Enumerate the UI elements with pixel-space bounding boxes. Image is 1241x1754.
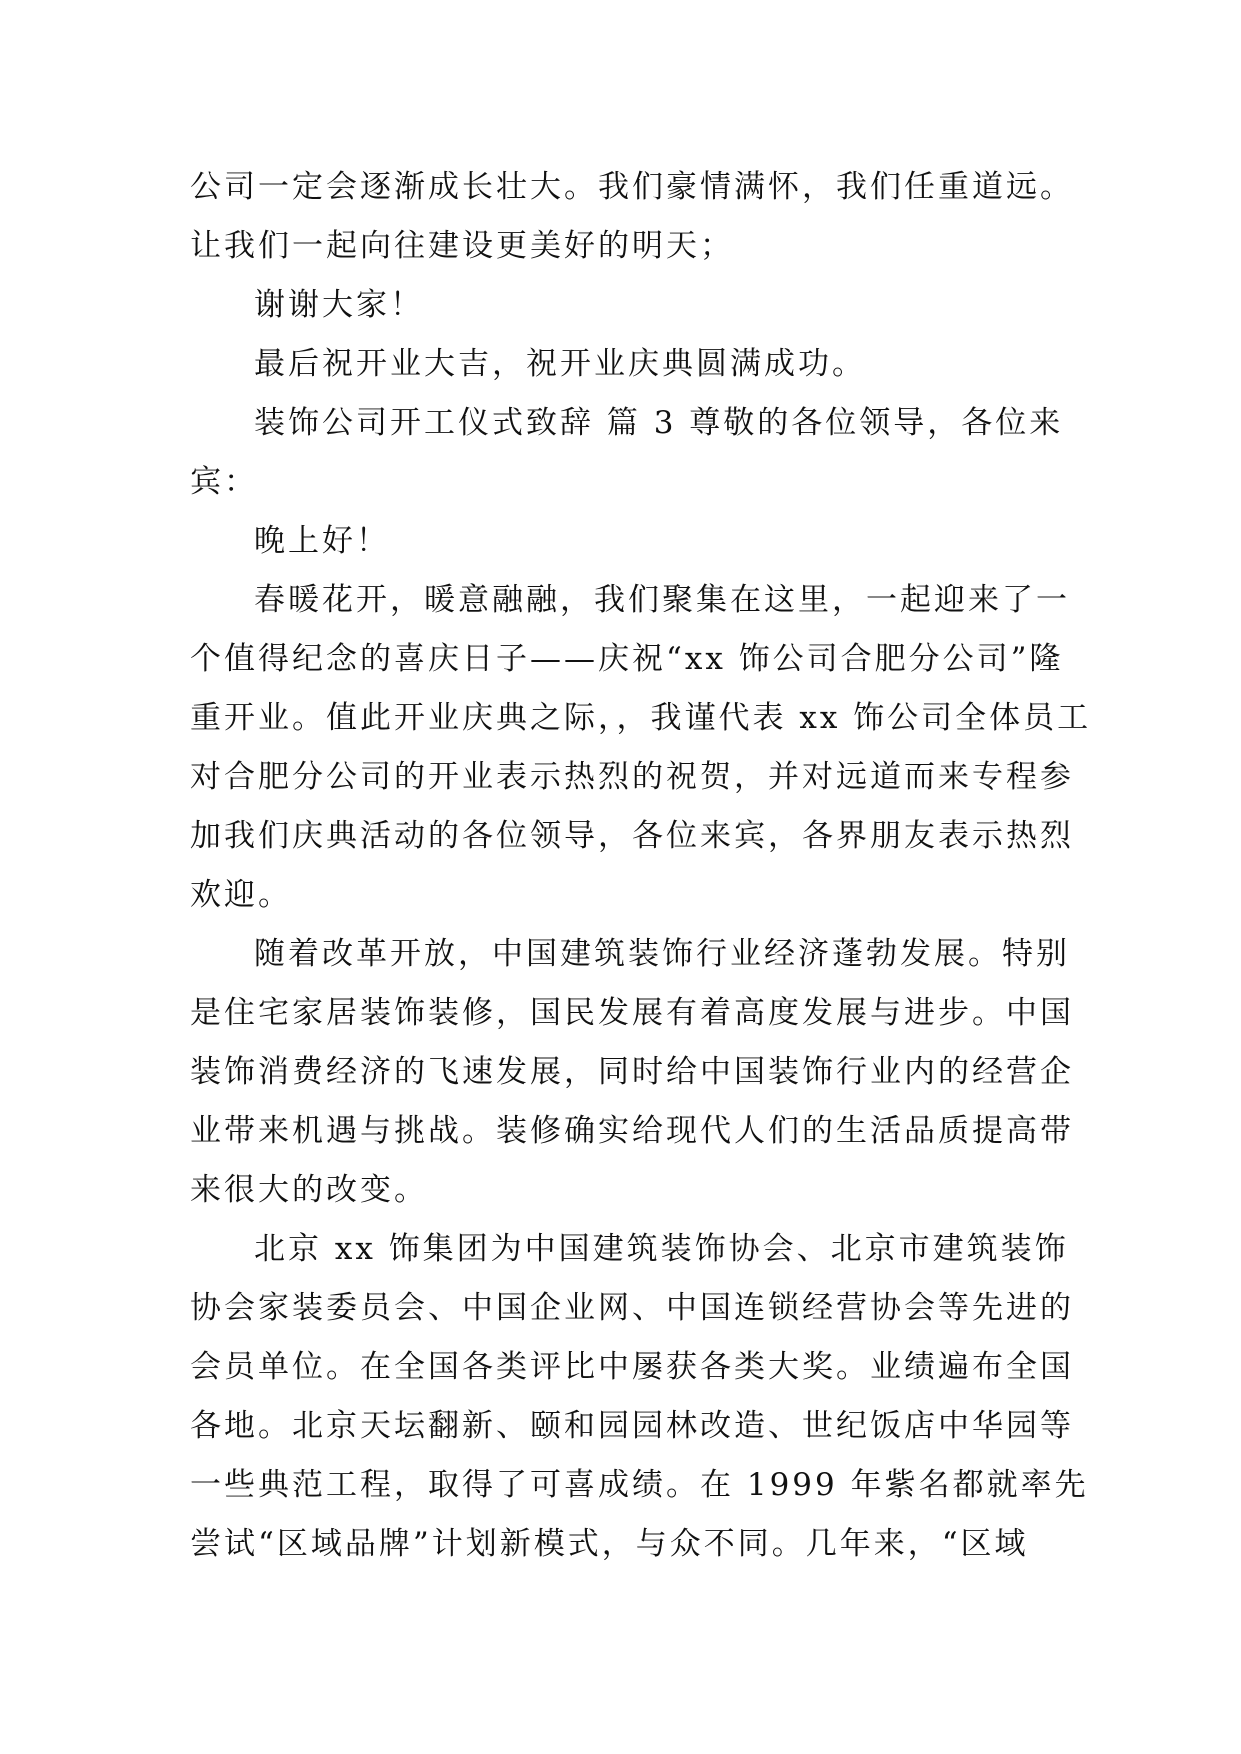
- text-line: 会员单位。在全国各类评比中屡获各类大奖。业绩遍布全国: [190, 1349, 1074, 1385]
- text-line: 随着改革开放，中国建筑装饰行业经济蓬勃发展。特别: [254, 936, 1070, 972]
- text-line: 晚上好！: [254, 523, 390, 559]
- text-line: 加我们庆典活动的各位领导，各位来宾，各界朋友表示热烈: [190, 818, 1074, 854]
- text-line: 尝试“区域品牌”计划新模式，与众不同。几年来，“区域: [190, 1526, 1029, 1562]
- text-line: 重开业。值此开业庆典之际，，我谨代表 xx 饰公司全体员工: [190, 700, 1092, 736]
- text-line: 装饰消费经济的飞速发展，同时给中国装饰行业内的经营企: [190, 1054, 1074, 1090]
- text-line: 对合肥分公司的开业表示热烈的祝贺，并对远道而来专程参: [190, 759, 1074, 795]
- text-line: 个值得纪念的喜庆日子——庆祝“xx 饰公司合肥分公司”隆: [190, 641, 1064, 677]
- text-line: 北京 xx 饰集团为中国建筑装饰协会、北京市建筑装饰: [254, 1231, 1069, 1267]
- text-line: 来很大的改变。: [190, 1172, 428, 1208]
- text-line: 春暖花开，暖意融融，我们聚集在这里，一起迎来了一: [254, 582, 1070, 618]
- text-line: 宾：: [190, 464, 258, 500]
- text-line: 各地。北京天坛翻新、颐和园园林改造、世纪饭店中华园等: [190, 1408, 1074, 1444]
- text-line: 最后祝开业大吉，祝开业庆典圆满成功。: [254, 346, 866, 382]
- document-body: [190, 158, 1092, 1574]
- text-line: 协会家装委员会、中国企业网、中国连锁经营协会等先进的: [190, 1290, 1074, 1326]
- section-heading-line: 装饰公司开工仪式致辞 篇 3 尊敬的各位领导，各位来: [254, 405, 1064, 441]
- text-line: 谢谢大家！: [254, 287, 424, 323]
- text-line: 是住宅家居装饰装修，国民发展有着高度发展与进步。中国: [190, 995, 1074, 1031]
- text-line: 一些典范工程，取得了可喜成绩。在 1999 年紫名都就率先: [190, 1467, 1089, 1503]
- text-line: 让我们一起向往建设更美好的明天；: [190, 228, 734, 264]
- text-line: 公司一定会逐渐成长壮大。我们豪情满怀，我们任重道远。: [190, 169, 1074, 205]
- text-line: 业带来机遇与挑战。装修确实给现代人们的生活品质提高带: [190, 1113, 1074, 1149]
- text-line: 欢迎。: [190, 877, 292, 913]
